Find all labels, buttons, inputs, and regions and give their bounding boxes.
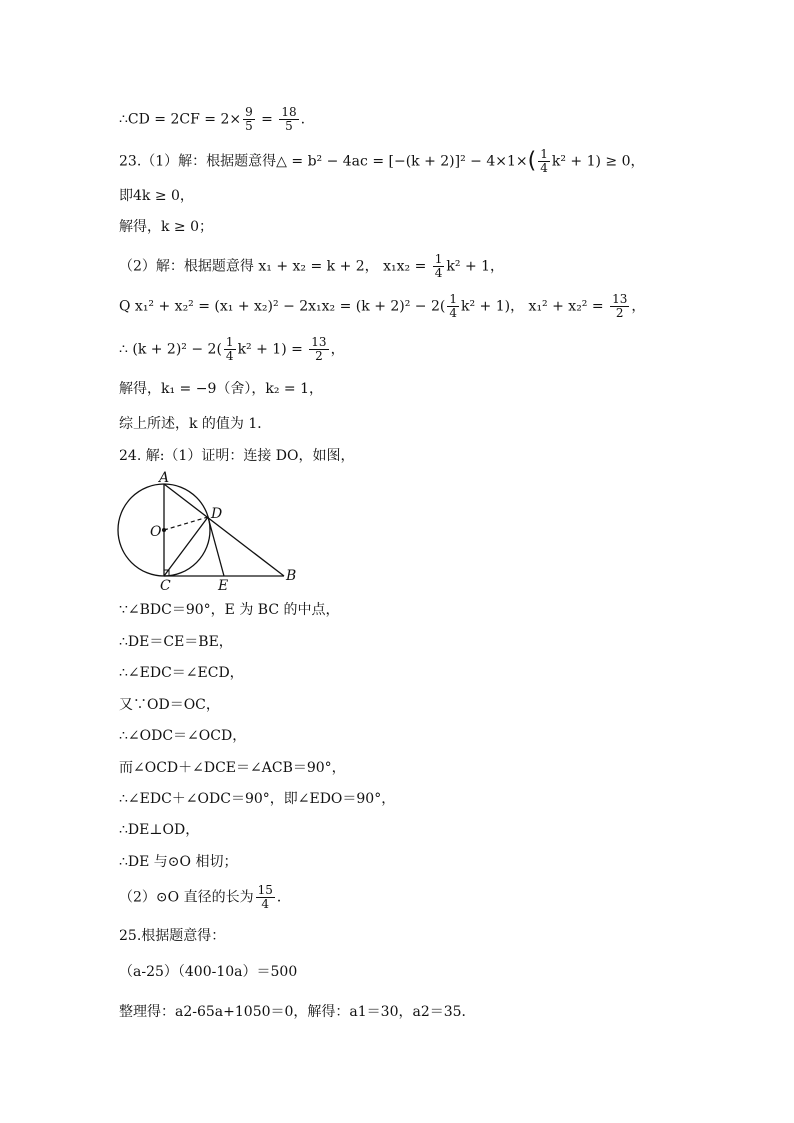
line-8: 解得，k₁ = −9（舍），k₂ = 1， (119, 381, 323, 397)
line-4: 解得，k ≥ 0； (119, 219, 214, 235)
line-11: ∵∠BDC＝90°，E 为 BC 的中点， (119, 602, 340, 618)
line-7: ∴ (k + 2)² − 2( $\frac{1}{4}$ k² + 1) = $\frac{13}{2}$ ， (119, 335, 345, 363)
fraction: $\frac{18}{5}$ (281, 105, 297, 133)
line-18: ∴DE⊥OD， (119, 822, 200, 838)
fraction: $\frac{1}{4}$ (449, 292, 457, 320)
line-5: （2）解：根据题意得 x₁ + x₂ = k + 2， x₁x₂ = $\frac{1}{4}$ k² + 1， (119, 252, 505, 280)
line-15: ∴∠ODC＝∠OCD， (119, 728, 247, 744)
center-point (162, 528, 166, 532)
fraction: $\frac{1}{4}$ (225, 335, 234, 363)
line-1: ∴CD = 2CF = 2× $\frac{9}{5}$ = $\frac{18}{5}$ . (119, 105, 306, 133)
line-16: 而∠OCD＋∠DCE＝∠ACB＝90°， (119, 760, 346, 776)
fraction: $\frac{9}{5}$ (245, 105, 253, 133)
fraction: $\frac{13}{2}$ (311, 335, 327, 363)
label-a: A (159, 470, 170, 486)
line-13: ∴∠EDC＝∠ECD， (119, 665, 244, 681)
line-23: 整理得：a2-65a+1050＝0，解得：a1＝30，a2＝35． (119, 1004, 476, 1020)
line-22: （a-25）（400-10a）＝500 (119, 964, 298, 980)
line-19: ∴DE 与⊙O 相切； (119, 854, 238, 870)
label-e: E (218, 578, 229, 592)
line-10: 24. 解:（1）证明：连接 DO，如图， (119, 448, 355, 464)
fraction: $\frac{1}{4}$ (434, 252, 443, 280)
line-14: 又∵OD＝OC， (119, 697, 220, 713)
segment-de (208, 517, 224, 576)
line-6: Q x₁² + x₂² = (x₁ + x₂)² − 2x₁x₂ = (k + 2)² − 2( $\frac{1}{4}$ k² + 1)， x₁² + x₂² = $\frac{13}{2}$ ， (119, 292, 646, 320)
label-c: C (160, 578, 171, 592)
line-9: 综上所述，k 的值为 1． (119, 416, 272, 432)
line-2: 23.（1）解：根据题意得△ = b² − 4ac = [−(k + 2)]² − 4×1×( $\frac{1}{4}$ k² + 1) ≥ 0， (119, 147, 645, 175)
fraction: $\frac{1}{4}$ (540, 147, 548, 175)
line-17: ∴∠EDC＋∠ODC＝90°，即∠EDO＝90°， (119, 791, 396, 807)
line-3: 即4k ≥ 0， (119, 188, 194, 204)
label-d: D (211, 506, 223, 522)
fraction: $\frac{13}{2}$ (612, 292, 628, 320)
segment-cd (164, 517, 208, 576)
geometry-figure (112, 470, 302, 592)
fraction: $\frac{15}{4}$ (257, 883, 273, 911)
line-21: 25.根据题意得： (119, 928, 226, 944)
segment-od (164, 517, 208, 530)
label-b: B (286, 568, 297, 584)
line-20: （2）⊙O 直径的长为 $\frac{15}{4}$ ． (119, 883, 291, 911)
segment-ab (164, 484, 284, 576)
line-12: ∴DE＝CE＝BE， (119, 634, 233, 650)
label-o: O (150, 524, 162, 540)
